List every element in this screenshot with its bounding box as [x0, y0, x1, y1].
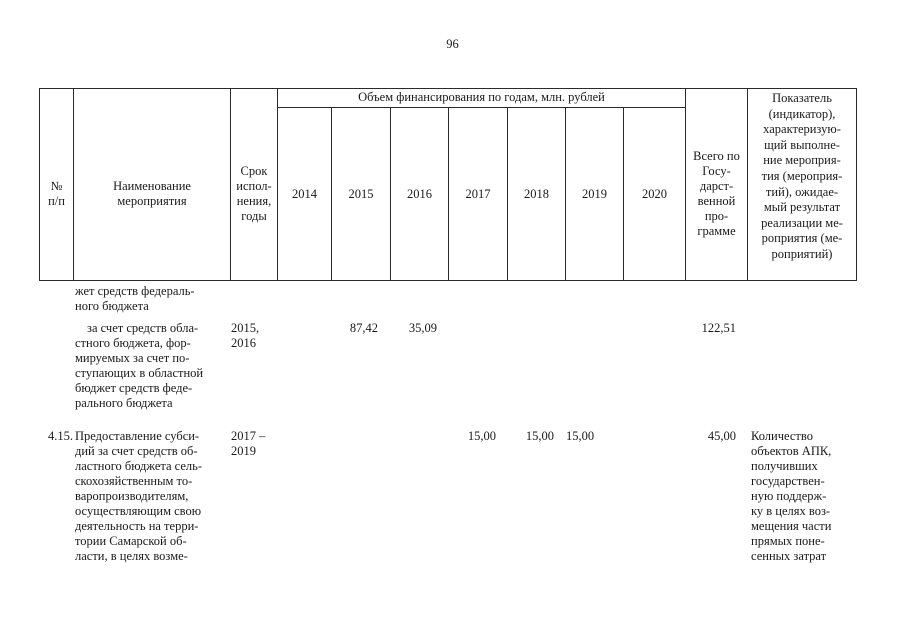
row-regional-budget-2016: 35,09 — [408, 321, 437, 335]
header-period: Срок испол- нения, годы — [236, 164, 272, 223]
financing-table — [39, 88, 857, 588]
row-4-15-number: 4.15. — [48, 429, 73, 443]
header-year-2019: 2019 — [582, 186, 607, 201]
row-4-15-2019: 15,00 — [566, 429, 595, 443]
row-4-15-total: 45,00 — [707, 429, 736, 443]
header-vline — [856, 88, 857, 280]
header-year-2016: 2016 — [407, 186, 432, 201]
row-regional-budget-total: 122,51 — [701, 321, 736, 335]
header-total: Всего по Госу- дарст- венной про- грамме — [693, 149, 740, 238]
row-regional-budget-name: за счет средств обла- стного бюджета, фор- мируемых за счет по- ступающих в областной бюджет средств феде- рального бюджета — [75, 321, 204, 410]
row-continuation-name: жет средств федераль- ного бюджета — [75, 284, 195, 313]
page-number: 96 — [446, 37, 459, 51]
header-indicator: Показатель (индикатор), характеризую- щий выполне- ние мероприя- тия (мероприя- тий), ожидае- мый результат реализации ме- роприятия (ме- роприятий) — [761, 91, 843, 261]
table-top-border — [39, 88, 857, 89]
header-year-2017: 2017 — [465, 186, 491, 201]
row-4-15-2017: 15,00 — [467, 429, 496, 443]
header-year-2018: 2018 — [524, 186, 549, 201]
header-bottom-border — [39, 280, 857, 281]
header-year-2015: 2015 — [348, 186, 374, 201]
row-regional-budget-2015: 87,42 — [349, 321, 378, 335]
header-number: № п/п — [48, 179, 65, 208]
row-4-15-period: 2017 – 2019 — [231, 429, 266, 458]
header-funding-title: Объем финансирования по годам, млн. рублей — [358, 90, 605, 104]
header-year-2020: 2020 — [642, 186, 667, 201]
header-year-2014: 2014 — [292, 186, 317, 201]
row-4-15-name: Предоставление субси- дий за счет средств об- ластного бюджета сель- скохозяйственным то- варопроизводителям, осуществляющим свою деятельность на терри- тории Самарской об- ласти, в целях возме- — [75, 429, 203, 563]
row-regional-budget-period: 2015, 2016 — [231, 321, 260, 350]
row-4-15-2018: 15,00 — [525, 429, 554, 443]
row-4-15-indicator: Количество объектов АПК, получивших государствен- ную поддерж- ку в целях воз- мещения части прямых поне- сенных затрат — [751, 429, 832, 563]
header-name: Наименование мероприятия — [113, 179, 191, 208]
